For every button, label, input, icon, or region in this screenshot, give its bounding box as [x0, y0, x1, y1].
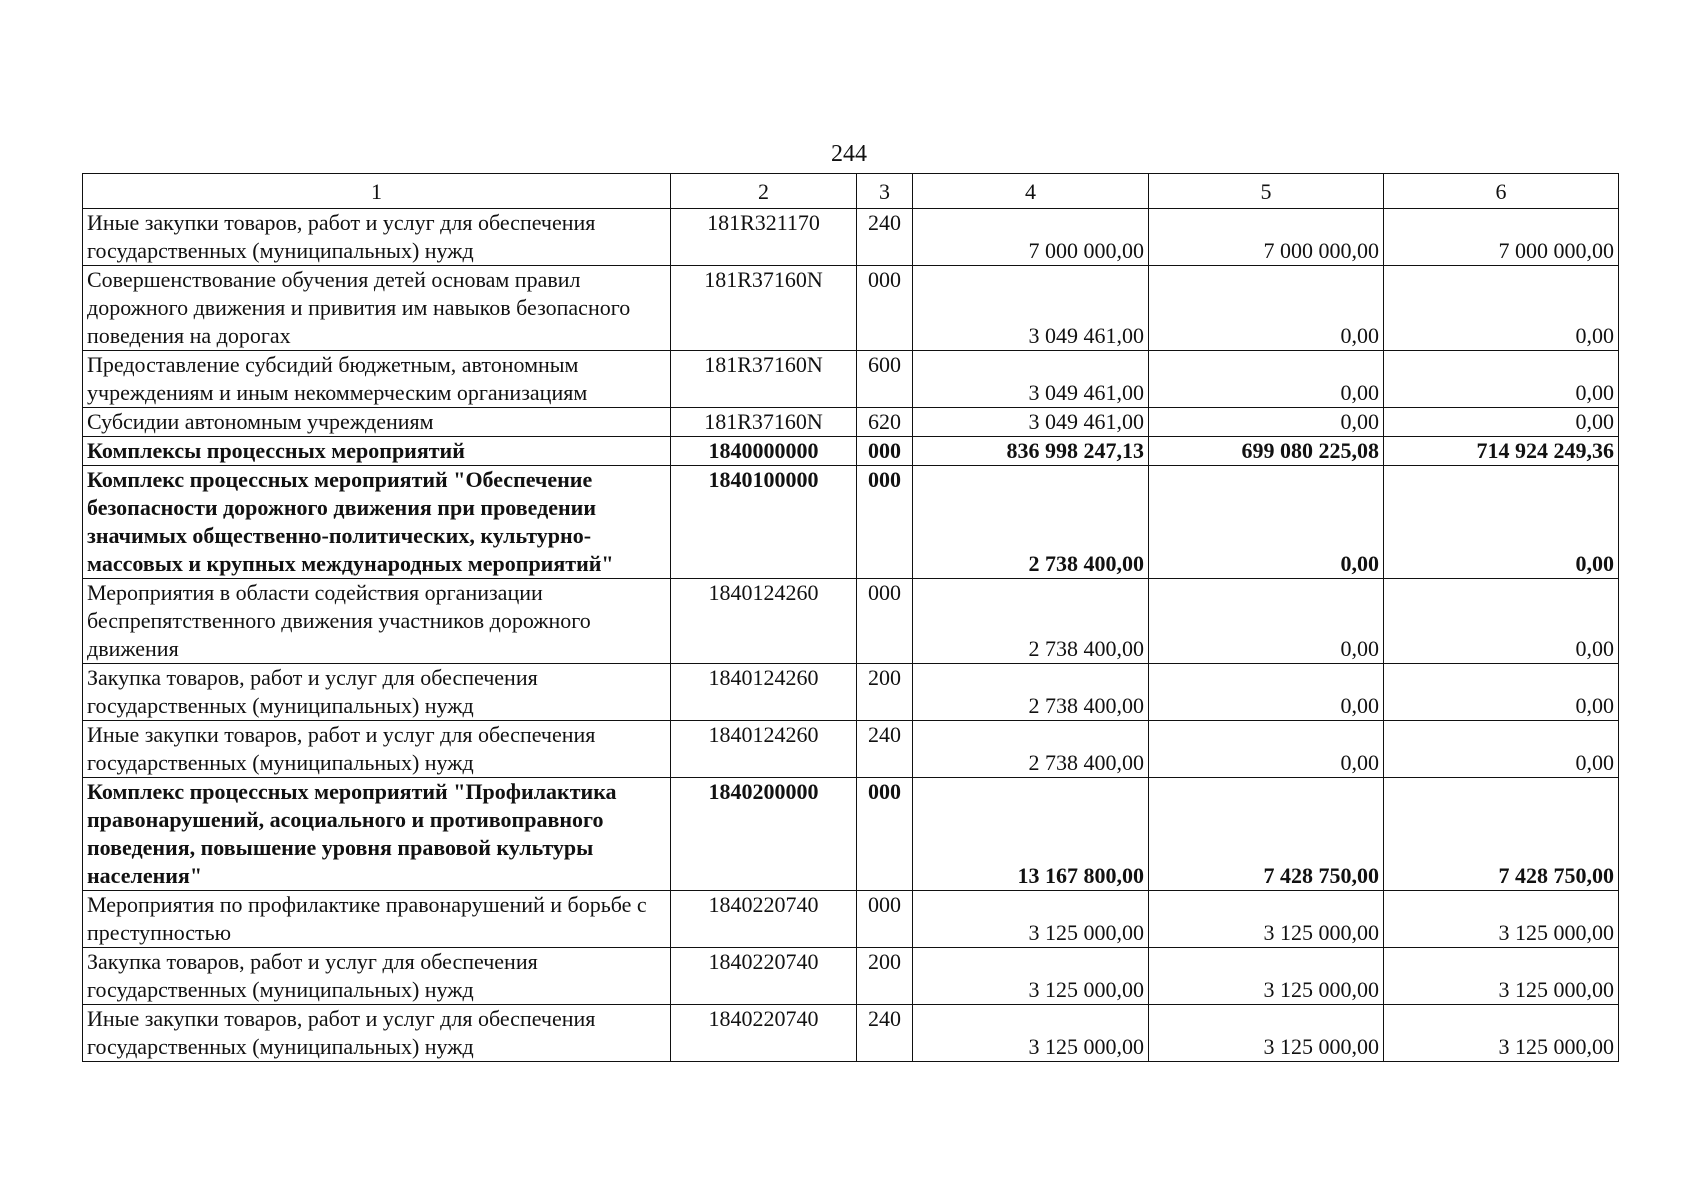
row-amount-col5: 3 125 000,00	[1149, 948, 1384, 1005]
row-amount-col4: 3 049 461,00	[913, 351, 1149, 408]
row-target-code: 181R37160N	[671, 266, 857, 351]
table-header-row	[83, 174, 1619, 209]
row-expense-type: 620	[857, 408, 913, 437]
row-target-code: 181R37160N	[671, 408, 857, 437]
row-amount-col6: 3 125 000,00	[1384, 948, 1619, 1005]
row-expense-type: 600	[857, 351, 913, 408]
table-row	[83, 891, 1619, 948]
row-amount-col6: 7 000 000,00	[1384, 209, 1619, 266]
row-name: Закупка товаров, работ и услуг для обеспечения государственных (муниципальных) нужд	[83, 664, 671, 721]
row-expense-type: 240	[857, 1005, 913, 1062]
row-amount-col6: 714 924 249,36	[1384, 437, 1619, 466]
row-amount-col6: 0,00	[1384, 466, 1619, 579]
table-row	[83, 266, 1619, 351]
table-row	[83, 437, 1619, 466]
row-amount-col5: 3 125 000,00	[1149, 891, 1384, 948]
row-target-code: 1840000000	[671, 437, 857, 466]
row-amount-col4: 2 738 400,00	[913, 664, 1149, 721]
table-row	[83, 948, 1619, 1005]
row-name: Комплексы процессных мероприятий	[83, 437, 671, 466]
row-name: Иные закупки товаров, работ и услуг для обеспечения государственных (муниципальных) нужд	[83, 721, 671, 778]
row-amount-col6: 0,00	[1384, 721, 1619, 778]
row-amount-col6: 0,00	[1384, 579, 1619, 664]
row-amount-col4: 3 125 000,00	[913, 1005, 1149, 1062]
row-target-code: 1840200000	[671, 778, 857, 891]
row-expense-type: 000	[857, 437, 913, 466]
table-row	[83, 579, 1619, 664]
row-amount-col6: 0,00	[1384, 351, 1619, 408]
table-row	[83, 408, 1619, 437]
row-expense-type: 000	[857, 778, 913, 891]
row-amount-col5: 7 000 000,00	[1149, 209, 1384, 266]
row-amount-col5: 3 125 000,00	[1149, 1005, 1384, 1062]
row-amount-col5: 0,00	[1149, 664, 1384, 721]
row-amount-col6: 0,00	[1384, 266, 1619, 351]
column-header: 2	[671, 174, 857, 209]
table-row	[83, 466, 1619, 579]
row-target-code: 1840220740	[671, 891, 857, 948]
column-header: 5	[1149, 174, 1384, 209]
row-amount-col4: 13 167 800,00	[913, 778, 1149, 891]
row-expense-type: 000	[857, 579, 913, 664]
row-target-code: 1840220740	[671, 1005, 857, 1062]
table-row	[83, 778, 1619, 891]
row-amount-col4: 2 738 400,00	[913, 466, 1149, 579]
row-name: Предоставление субсидий бюджетным, автономным учреждениям и иным некоммерческим организациям	[83, 351, 671, 408]
row-name: Мероприятия в области содействия организации беспрепятственного движения участников дорожного движения	[83, 579, 671, 664]
row-amount-col5: 0,00	[1149, 466, 1384, 579]
row-amount-col5: 0,00	[1149, 266, 1384, 351]
row-amount-col4: 2 738 400,00	[913, 721, 1149, 778]
row-amount-col4: 3 125 000,00	[913, 891, 1149, 948]
row-name: Совершенствование обучения детей основам правил дорожного движения и привития им навыков безопасного поведения на дорогах	[83, 266, 671, 351]
row-expense-type: 240	[857, 209, 913, 266]
row-amount-col6: 0,00	[1384, 408, 1619, 437]
row-target-code: 1840124260	[671, 721, 857, 778]
row-expense-type: 200	[857, 664, 913, 721]
row-amount-col6: 7 428 750,00	[1384, 778, 1619, 891]
row-amount-col5: 0,00	[1149, 351, 1384, 408]
table-row	[83, 1005, 1619, 1062]
row-name: Иные закупки товаров, работ и услуг для обеспечения государственных (муниципальных) нужд	[83, 1005, 671, 1062]
table-row	[83, 351, 1619, 408]
row-amount-col4: 3 049 461,00	[913, 408, 1149, 437]
row-amount-col5: 7 428 750,00	[1149, 778, 1384, 891]
table-row	[83, 721, 1619, 778]
budget-table	[82, 173, 1619, 1062]
row-expense-type: 000	[857, 266, 913, 351]
row-name: Комплекс процессных мероприятий "Обеспечение безопасности дорожного движения при проведении значимых общественно-политических, культурно-массовых и крупных международных мероприятий"	[83, 466, 671, 579]
row-amount-col4: 7 000 000,00	[913, 209, 1149, 266]
row-name: Иные закупки товаров, работ и услуг для обеспечения государственных (муниципальных) нужд	[83, 209, 671, 266]
column-header: 6	[1384, 174, 1619, 209]
row-expense-type: 000	[857, 891, 913, 948]
row-amount-col6: 0,00	[1384, 664, 1619, 721]
row-amount-col4: 836 998 247,13	[913, 437, 1149, 466]
row-target-code: 1840124260	[671, 579, 857, 664]
row-expense-type: 240	[857, 721, 913, 778]
row-target-code: 181R321170	[671, 209, 857, 266]
column-header: 3	[857, 174, 913, 209]
row-amount-col5: 699 080 225,08	[1149, 437, 1384, 466]
row-amount-col4: 3 049 461,00	[913, 266, 1149, 351]
row-amount-col4: 2 738 400,00	[913, 579, 1149, 664]
column-header: 4	[913, 174, 1149, 209]
row-target-code: 1840220740	[671, 948, 857, 1005]
row-amount-col6: 3 125 000,00	[1384, 891, 1619, 948]
row-expense-type: 200	[857, 948, 913, 1005]
row-name: Комплекс процессных мероприятий "Профилактика правонарушений, асоциального и противоправного поведения, повышение уровня правовой культуры населения"	[83, 778, 671, 891]
row-amount-col5: 0,00	[1149, 721, 1384, 778]
row-amount-col5: 0,00	[1149, 579, 1384, 664]
row-name: Субсидии автономным учреждениям	[83, 408, 671, 437]
row-amount-col5: 0,00	[1149, 408, 1384, 437]
row-amount-col4: 3 125 000,00	[913, 948, 1149, 1005]
row-target-code: 1840100000	[671, 466, 857, 579]
row-amount-col6: 3 125 000,00	[1384, 1005, 1619, 1062]
table-row	[83, 664, 1619, 721]
row-target-code: 181R37160N	[671, 351, 857, 408]
table-row	[83, 209, 1619, 266]
row-target-code: 1840124260	[671, 664, 857, 721]
column-header: 1	[83, 174, 671, 209]
page-number: 244	[831, 141, 867, 167]
row-expense-type: 000	[857, 466, 913, 579]
row-name: Закупка товаров, работ и услуг для обеспечения государственных (муниципальных) нужд	[83, 948, 671, 1005]
row-name: Мероприятия по профилактике правонарушений и борьбе с преступностью	[83, 891, 671, 948]
